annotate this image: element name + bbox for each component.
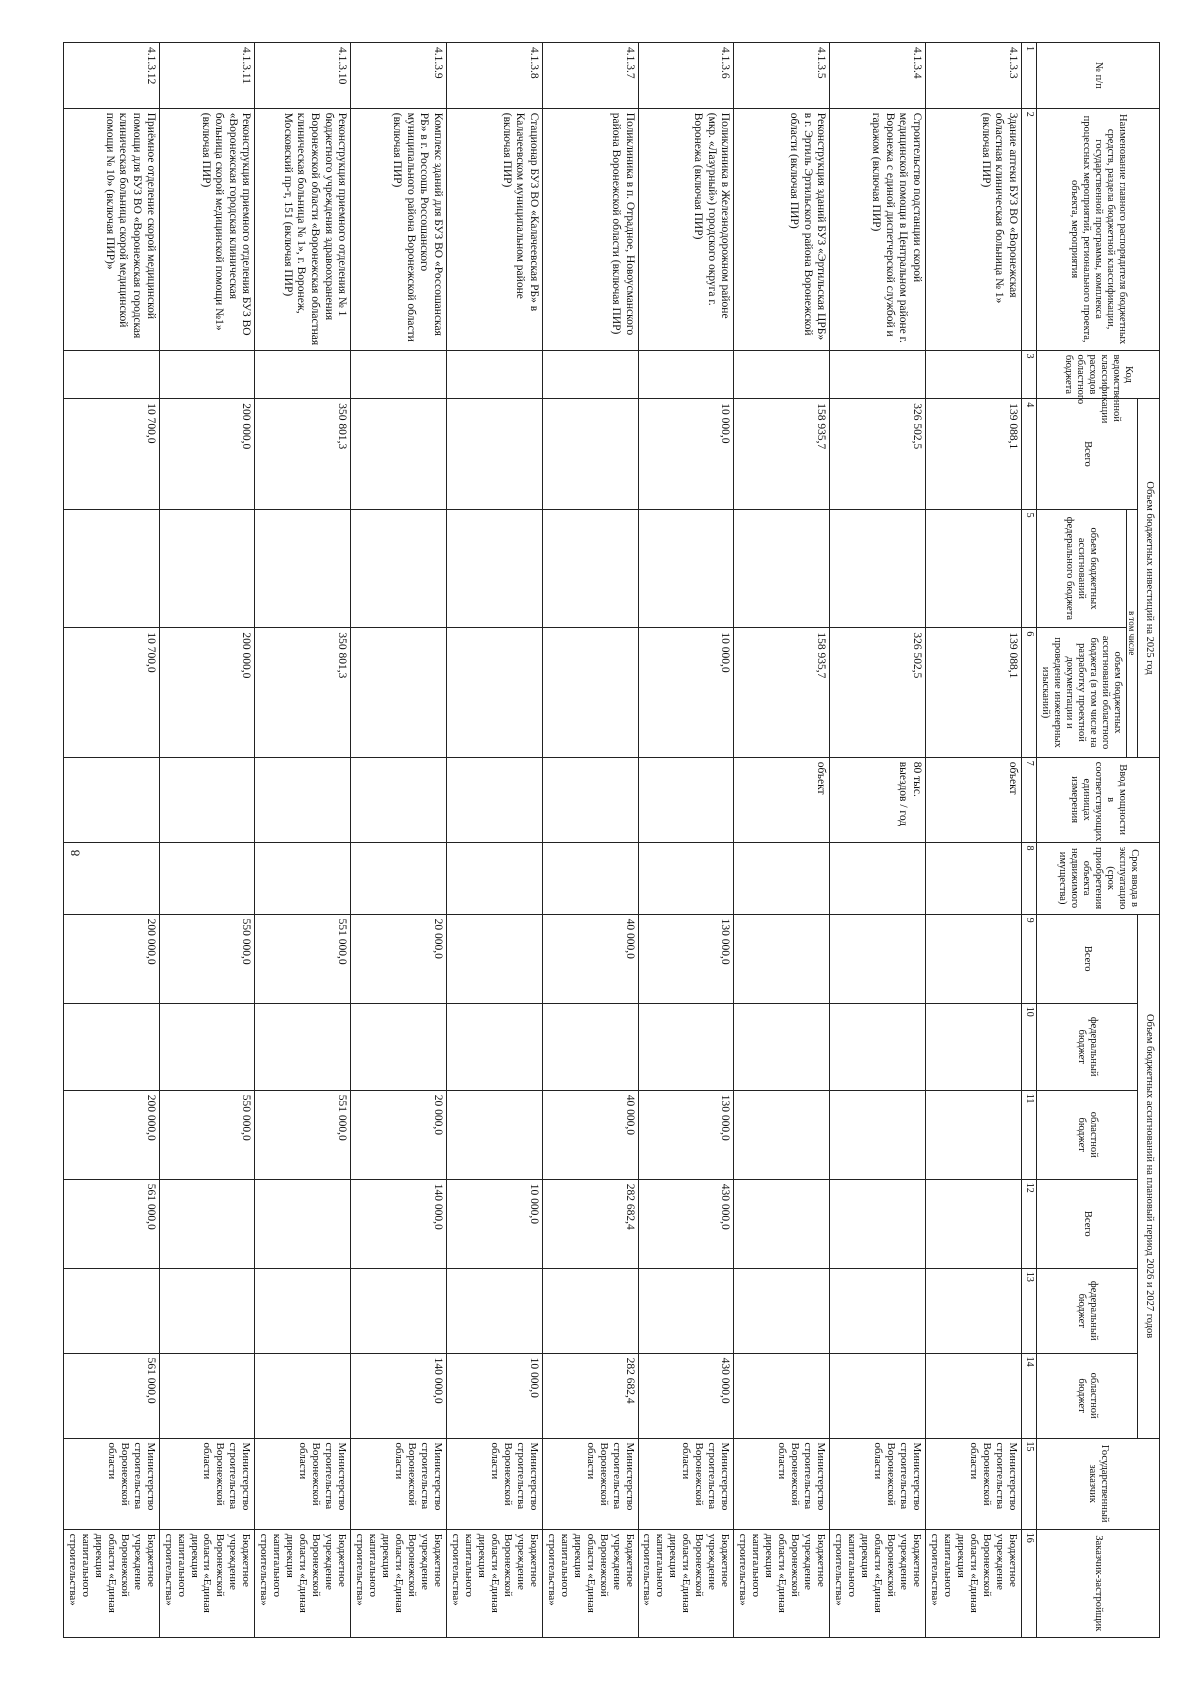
federal-2026 <box>159 1003 255 1090</box>
regional-2025: 158 935,7 <box>734 628 830 757</box>
header-commission-date: Срок ввода в эксплуатацию (срок приобретения объекта недвижимого имущества) <box>1036 842 1159 914</box>
budget-code <box>255 350 351 399</box>
regional-2027: 430 000,0 <box>638 1353 734 1438</box>
regional-2025: 326 502,5 <box>830 628 926 757</box>
commission-date <box>159 842 255 914</box>
federal-2026 <box>734 1003 830 1090</box>
header-2025: Объем бюджетных инвестиций на 2025 год <box>1138 399 1160 757</box>
federal-2025 <box>925 509 1021 628</box>
commission-date <box>63 842 159 914</box>
total-2027 <box>159 1179 255 1268</box>
total-2025: 326 502,5 <box>830 399 926 509</box>
federal-2027 <box>63 1268 159 1353</box>
federal-2027 <box>159 1268 255 1353</box>
table-row <box>446 43 542 1638</box>
table-row <box>351 43 447 1638</box>
federal-2027 <box>830 1268 926 1353</box>
object-name: Поликлиника в п. Отрадное, Новоусманского района Воронежской области (включая ПИР) <box>542 108 638 350</box>
regional-2027 <box>255 1353 351 1438</box>
federal-2025 <box>446 509 542 628</box>
header-fed-5: объем бюджетных ассигнований федерального бюджета <box>1036 509 1126 628</box>
total-2026: 551 000,0 <box>255 914 351 1003</box>
state-customer: Министерство строительства Воронежской области <box>159 1438 255 1529</box>
total-2026: 20 000,0 <box>351 914 447 1003</box>
regional-2026: 130 000,0 <box>638 1090 734 1179</box>
regional-2026 <box>734 1090 830 1179</box>
total-2027: 10 000,0 <box>446 1179 542 1268</box>
regional-2027: 140 000,0 <box>351 1353 447 1438</box>
total-2025: 200 000,0 <box>159 399 255 509</box>
row-number: 4.1.3.9 <box>351 43 447 109</box>
regional-2025 <box>542 628 638 757</box>
row-number: 4.1.3.7 <box>542 43 638 109</box>
budget-code <box>734 350 830 399</box>
object-name: Стационар БУЗ ВО «Калачеевская РБ» в Калачеевском муниципальном районе (включая ПИР) <box>446 108 542 350</box>
federal-2025 <box>255 509 351 628</box>
regional-2025 <box>446 628 542 757</box>
table-row <box>638 43 734 1638</box>
federal-2027 <box>351 1268 447 1353</box>
object-name: Комплекс зданий для БУЗ ВО «Россошанская РБ» в г. Россошь Россошанского муниципального района Воронежской области (включая ПИР) <box>351 108 447 350</box>
federal-2027 <box>542 1268 638 1353</box>
developer: Бюджетное учреждение Воронежской области «Единая дирекция капитального строительства» <box>351 1529 447 1637</box>
investment-table <box>63 42 1160 1638</box>
column-index-cell: 4 <box>1021 399 1036 509</box>
object-name: Реконструкция приемного отделения № 1 бюджетного учреждения здравоохранения Воронежской области «Воронежская областная клиническая больница № 1», г. Воронеж, Московский пр-т, 151 (включая ПИР) <box>255 108 351 350</box>
federal-2026 <box>63 1003 159 1090</box>
header-capacity: Ввод мощности в соответствующих единицах измерения <box>1036 757 1159 842</box>
state-customer: Министерство строительства Воронежской области <box>351 1438 447 1529</box>
total-2026 <box>925 914 1021 1003</box>
developer: Бюджетное учреждение Воронежской области «Единая дирекция капитального строительства» <box>638 1529 734 1637</box>
commission-date <box>542 842 638 914</box>
regional-2027: 282 682,4 <box>542 1353 638 1438</box>
federal-2027 <box>638 1268 734 1353</box>
federal-2027 <box>925 1268 1021 1353</box>
federal-2026 <box>830 1003 926 1090</box>
federal-2027 <box>255 1268 351 1353</box>
regional-2027: 10 000,0 <box>446 1353 542 1438</box>
total-2026 <box>446 914 542 1003</box>
total-2026: 130 000,0 <box>638 914 734 1003</box>
total-2027: 561 000,0 <box>63 1179 159 1268</box>
row-number: 4.1.3.10 <box>255 43 351 109</box>
commission-date <box>255 842 351 914</box>
federal-2025 <box>542 509 638 628</box>
regional-2025: 350 801,3 <box>255 628 351 757</box>
page-number: 8 <box>67 849 83 857</box>
capacity <box>351 757 447 842</box>
federal-2025 <box>63 509 159 628</box>
rotated-table-container <box>66 42 1160 1638</box>
commission-date <box>638 842 734 914</box>
developer: Бюджетное учреждение Воронежской области «Единая дирекция капитального строительства» <box>542 1529 638 1637</box>
regional-2027 <box>734 1353 830 1438</box>
total-2026: 550 000,0 <box>159 914 255 1003</box>
developer: Бюджетное учреждение Воронежской области «Единая дирекция капитального строительства» <box>830 1529 926 1637</box>
federal-2027 <box>734 1268 830 1353</box>
federal-2027 <box>446 1268 542 1353</box>
budget-code <box>542 350 638 399</box>
capacity <box>255 757 351 842</box>
header-2026-2027: Объем бюджетных ассигнований на плановый период 2026 и 2027 годов <box>1138 914 1160 1438</box>
row-number: 4.1.3.11 <box>159 43 255 109</box>
total-2025: 10 700,0 <box>63 399 159 509</box>
regional-2026 <box>925 1090 1021 1179</box>
column-index-cell: 14 <box>1021 1353 1036 1438</box>
commission-date <box>925 842 1021 914</box>
commission-date <box>446 842 542 914</box>
regional-2026 <box>830 1090 926 1179</box>
state-customer: Министерство строительства Воронежской области <box>542 1438 638 1529</box>
regional-2025: 10 000,0 <box>638 628 734 757</box>
federal-2026 <box>925 1003 1021 1090</box>
federal-2026 <box>351 1003 447 1090</box>
total-2026: 200 000,0 <box>63 914 159 1003</box>
federal-2025 <box>830 509 926 628</box>
regional-2027 <box>159 1353 255 1438</box>
regional-2025: 200 000,0 <box>159 628 255 757</box>
federal-2026 <box>542 1003 638 1090</box>
budget-code <box>63 350 159 399</box>
row-number: 4.1.3.8 <box>446 43 542 109</box>
regional-2026: 200 000,0 <box>63 1090 159 1179</box>
total-2025 <box>351 399 447 509</box>
federal-2025 <box>734 509 830 628</box>
column-index-cell: 7 <box>1021 757 1036 842</box>
total-2025: 350 801,3 <box>255 399 351 509</box>
capacity <box>63 757 159 842</box>
total-2027 <box>734 1179 830 1268</box>
header-code: Код ведомственной классификации расходов областного бюджета <box>1036 350 1159 399</box>
regional-2027: 561 000,0 <box>63 1353 159 1438</box>
column-index-cell: 6 <box>1021 628 1036 757</box>
budget-code <box>925 350 1021 399</box>
capacity: объект <box>925 757 1021 842</box>
regional-2026: 551 000,0 <box>255 1090 351 1179</box>
object-name: Поликлиника в Железнодорожном районе (мкр. «Лазурный») городского округа г. Воронежа (включая ПИР) <box>638 108 734 350</box>
row-number: 4.1.3.12 <box>63 43 159 109</box>
regional-2027 <box>830 1353 926 1438</box>
developer: Бюджетное учреждение Воронежской области «Единая дирекция капитального строительства» <box>255 1529 351 1637</box>
column-index-cell: 8 <box>1021 842 1036 914</box>
capacity <box>542 757 638 842</box>
regional-2026: 550 000,0 <box>159 1090 255 1179</box>
state-customer: Министерство строительства Воронежской области <box>63 1438 159 1529</box>
total-2026: 40 000,0 <box>542 914 638 1003</box>
budget-code <box>351 350 447 399</box>
row-number: 4.1.3.4 <box>830 43 926 109</box>
total-2027 <box>830 1179 926 1268</box>
regional-2026 <box>446 1090 542 1179</box>
total-2027: 140 000,0 <box>351 1179 447 1268</box>
budget-code <box>638 350 734 399</box>
header-developer: Заказчик-застройщик <box>1036 1529 1159 1637</box>
total-2027 <box>255 1179 351 1268</box>
header-total-2025: Всего <box>1036 399 1137 509</box>
table-row <box>159 43 255 1638</box>
column-index-cell: 2 <box>1021 108 1036 350</box>
object-name: Реконструкция зданий БУЗ «Эртильская ЦРБ» в г. Эртиль Эртильского района Воронежской области (включая ПИР) <box>734 108 830 350</box>
capacity <box>159 757 255 842</box>
total-2025 <box>542 399 638 509</box>
commission-date <box>734 842 830 914</box>
total-2025 <box>446 399 542 509</box>
commission-date <box>830 842 926 914</box>
state-customer: Министерство строительства Воронежской области <box>255 1438 351 1529</box>
regional-2026: 40 000,0 <box>542 1090 638 1179</box>
federal-2025 <box>159 509 255 628</box>
column-index-cell: 16 <box>1021 1529 1036 1637</box>
header-total-9: Всего <box>1036 914 1137 1003</box>
header-total-12: Всего <box>1036 1179 1137 1268</box>
table-row <box>63 43 159 1638</box>
capacity: объект <box>734 757 830 842</box>
regional-2025: 139 088,1 <box>925 628 1021 757</box>
table-row <box>542 43 638 1638</box>
object-name: Приёмное отделение скорой медицинской помощи для БУЗ ВО «Воронежская городская клиническая больница скорой медицинской помощи № 10» (включая ПИР)» <box>63 108 159 350</box>
column-index-cell: 13 <box>1021 1268 1036 1353</box>
regional-2026: 20 000,0 <box>351 1090 447 1179</box>
column-index-cell: 10 <box>1021 1003 1036 1090</box>
total-2027: 430 000,0 <box>638 1179 734 1268</box>
table-body <box>63 43 1021 1638</box>
federal-2025 <box>351 509 447 628</box>
state-customer: Министерство строительства Воронежской области <box>830 1438 926 1529</box>
header-in-that: в том числе <box>1126 509 1137 757</box>
header-name: Наименование главного распорядителя бюджетных средств, раздела бюджетной классификации, государственной программы, комплекса процессных мероприятий, регионального проекта, объекта, мероприятия <box>1036 108 1159 350</box>
state-customer: Министерство строительства Воронежской области <box>446 1438 542 1529</box>
state-customer: Министерство строительства Воронежской области <box>638 1438 734 1529</box>
column-index-cell: 5 <box>1021 509 1036 628</box>
federal-2025 <box>638 509 734 628</box>
state-customer: Министерство строительства Воронежской области <box>925 1438 1021 1529</box>
column-index-cell: 12 <box>1021 1179 1036 1268</box>
total-2025: 139 088,1 <box>925 399 1021 509</box>
table-row <box>830 43 926 1638</box>
federal-2026 <box>638 1003 734 1090</box>
column-index-row <box>1021 43 1036 1638</box>
budget-code <box>830 350 926 399</box>
budget-code <box>159 350 255 399</box>
column-index-cell: 11 <box>1021 1090 1036 1179</box>
header-state-customer: Государственный заказчик <box>1036 1438 1159 1529</box>
regional-2025 <box>351 628 447 757</box>
header-obl-6: объем бюджетных ассигнований областного бюджета (в том числе на разработку проектной документации и проведение инженерных изысканий) <box>1036 628 1126 757</box>
developer: Бюджетное учреждение Воронежской области «Единая дирекция капитального строительства» <box>63 1529 159 1637</box>
row-number: 4.1.3.3 <box>925 43 1021 109</box>
row-number: 4.1.3.6 <box>638 43 734 109</box>
federal-2026 <box>446 1003 542 1090</box>
developer: Бюджетное учреждение Воронежской области «Единая дирекция капитального строительства» <box>159 1529 255 1637</box>
object-name: Здание аптеки БУЗ ВО «Воронежская областная клиническая больница № 1» (включая ПИР) <box>925 108 1021 350</box>
total-2027: 282 682,4 <box>542 1179 638 1268</box>
table-row <box>925 43 1021 1638</box>
total-2025: 10 000,0 <box>638 399 734 509</box>
total-2025: 158 935,7 <box>734 399 830 509</box>
header-fed-10: федеральный бюджет <box>1036 1003 1137 1090</box>
developer: Бюджетное учреждение Воронежской области «Единая дирекция капитального строительства» <box>734 1529 830 1637</box>
table-row <box>734 43 830 1638</box>
table-row <box>255 43 351 1638</box>
capacity <box>638 757 734 842</box>
column-index-cell: 9 <box>1021 914 1036 1003</box>
state-customer: Министерство строительства Воронежской области <box>734 1438 830 1529</box>
developer: Бюджетное учреждение Воронежской области «Единая дирекция капитального строительства» <box>925 1529 1021 1637</box>
column-index-cell: 1 <box>1021 43 1036 109</box>
capacity: 80 тыс. выездов / год <box>830 757 926 842</box>
capacity <box>446 757 542 842</box>
regional-2027 <box>925 1353 1021 1438</box>
header-num: № п/п <box>1036 43 1159 109</box>
total-2026 <box>830 914 926 1003</box>
header-obl-11: областной бюджет <box>1036 1090 1137 1179</box>
column-index-cell: 15 <box>1021 1438 1036 1529</box>
regional-2025: 10 700,0 <box>63 628 159 757</box>
developer: Бюджетное учреждение Воронежской области «Единая дирекция капитального строительства» <box>446 1529 542 1637</box>
budget-code <box>446 350 542 399</box>
object-name: Строительство подстанции скорой медицинской помощи в Центральном районе г. Воронежа с единой диспетчерской службой и гаражом (включая ПИР) <box>830 108 926 350</box>
header-fed-13: федеральный бюджет <box>1036 1268 1137 1353</box>
object-name: Реконструкция приемного отделения БУЗ ВО «Воронежская городская клиническая больница скорой медицинской помощи №1» (включая ПИР) <box>159 108 255 350</box>
header-obl-14: областной бюджет <box>1036 1353 1137 1438</box>
total-2026 <box>734 914 830 1003</box>
total-2027 <box>925 1179 1021 1268</box>
row-number: 4.1.3.5 <box>734 43 830 109</box>
column-index-cell: 3 <box>1021 350 1036 399</box>
commission-date <box>351 842 447 914</box>
federal-2026 <box>255 1003 351 1090</box>
